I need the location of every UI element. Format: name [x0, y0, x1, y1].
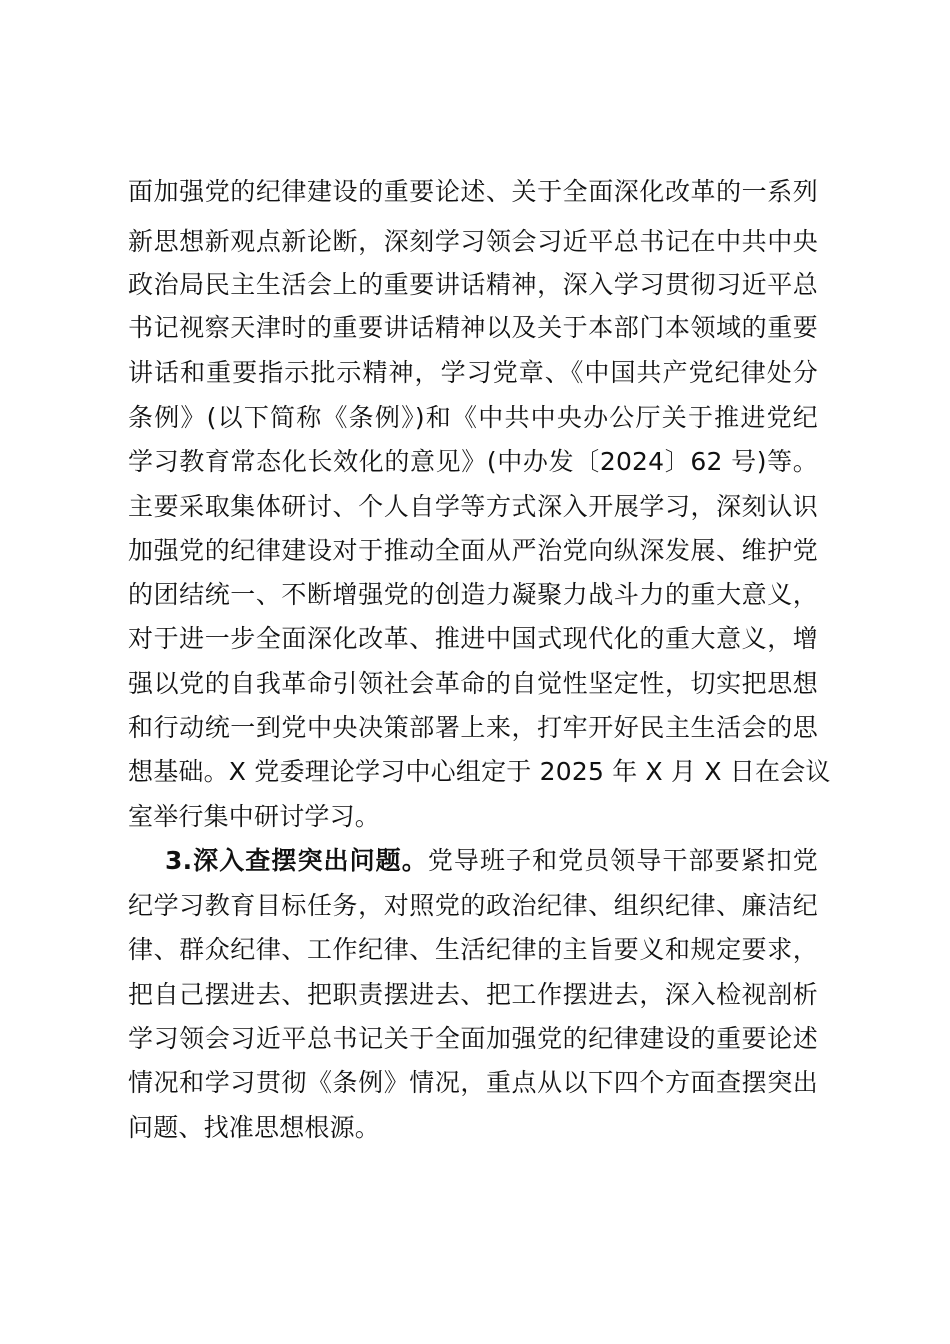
paragraph-1-line-15: 室举行集中研讨学习。 [128, 802, 381, 831]
paragraph-2-line-4: 把自己摆进去、把职责摆进去、把工作摆进去，深入检视剖析 [128, 980, 818, 1009]
section-heading: 3.深入查摆突出问题。 [165, 846, 428, 875]
paragraph-1-line-9: 加强党的纪律建设对于推动全面从严治党向纵深发展、维护党 [128, 536, 818, 565]
paragraph-1-line-7: 学习教育常态化长效化的意见》(中办发〔2024〕62 号)等。 [128, 447, 818, 476]
paragraph-2-line-2: 纪学习教育目标任务，对照党的政治纪律、组织纪律、廉洁纪 [128, 891, 818, 920]
paragraph-1-line-10: 的团结统一、不断增强党的创造力凝聚力战斗力的重大意义， [128, 580, 818, 609]
paragraph-1-line-8: 主要采取集体研讨、个人自学等方式深入开展学习，深刻认识 [128, 492, 818, 521]
paragraph-1-line-12: 强以党的自我革命引领社会革命的自觉性坚定性，切实把思想 [128, 669, 818, 698]
paragraph-2-line-7: 问题、找准思想根源。 [128, 1113, 381, 1142]
paragraph-1-line-6: 条例》(以下简称《条例》)和《中共中央办公厅关于推进党纪 [128, 403, 818, 432]
paragraph-2-line-5: 学习领会习近平总书记关于全面加强党的纪律建设的重要论述 [128, 1024, 818, 1053]
paragraph-1-line-13: 和行动统一到党中央决策部署上来，打牢开好民主生活会的思 [128, 713, 818, 742]
paragraph-1-line-3: 政治局民主生活会上的重要讲话精神，深入学习贯彻习近平总 [128, 270, 818, 299]
paragraph-2-line-3: 律、群众纪律、工作纪律、生活纪律的主旨要义和规定要求， [128, 935, 818, 964]
paragraph-1-line-14: 想基础。X 党委理论学习中心组定于 2025 年 X 月 X 日在会议 [128, 757, 831, 786]
paragraph-2-line-6: 情况和学习贯彻《条例》情况，重点从以下四个方面查摆突出 [128, 1068, 818, 1097]
paragraph-1-line-2: 新思想新观点新论断，深刻学习领会习近平总书记在中共中央 [128, 227, 818, 256]
paragraph-2-line-1-text: 党导班子和党员领导干部要紧扣党 [427, 846, 819, 875]
paragraph-2-line-1 [165, 841, 818, 881]
paragraph-1-line-1: 面加强党的纪律建设的重要论述、关于全面深化改革的一系列 [128, 177, 818, 206]
paragraph-1-line-11: 对于进一步全面深化改革、推进中国式现代化的重大意义，增 [128, 624, 818, 653]
paragraph-1-line-5: 讲话和重要指示批示精神，学习党章、《中国共产党纪律处分 [128, 358, 818, 387]
paragraph-1-line-4: 书记视察天津时的重要讲话精神以及关于本部门本领域的重要 [128, 313, 818, 342]
